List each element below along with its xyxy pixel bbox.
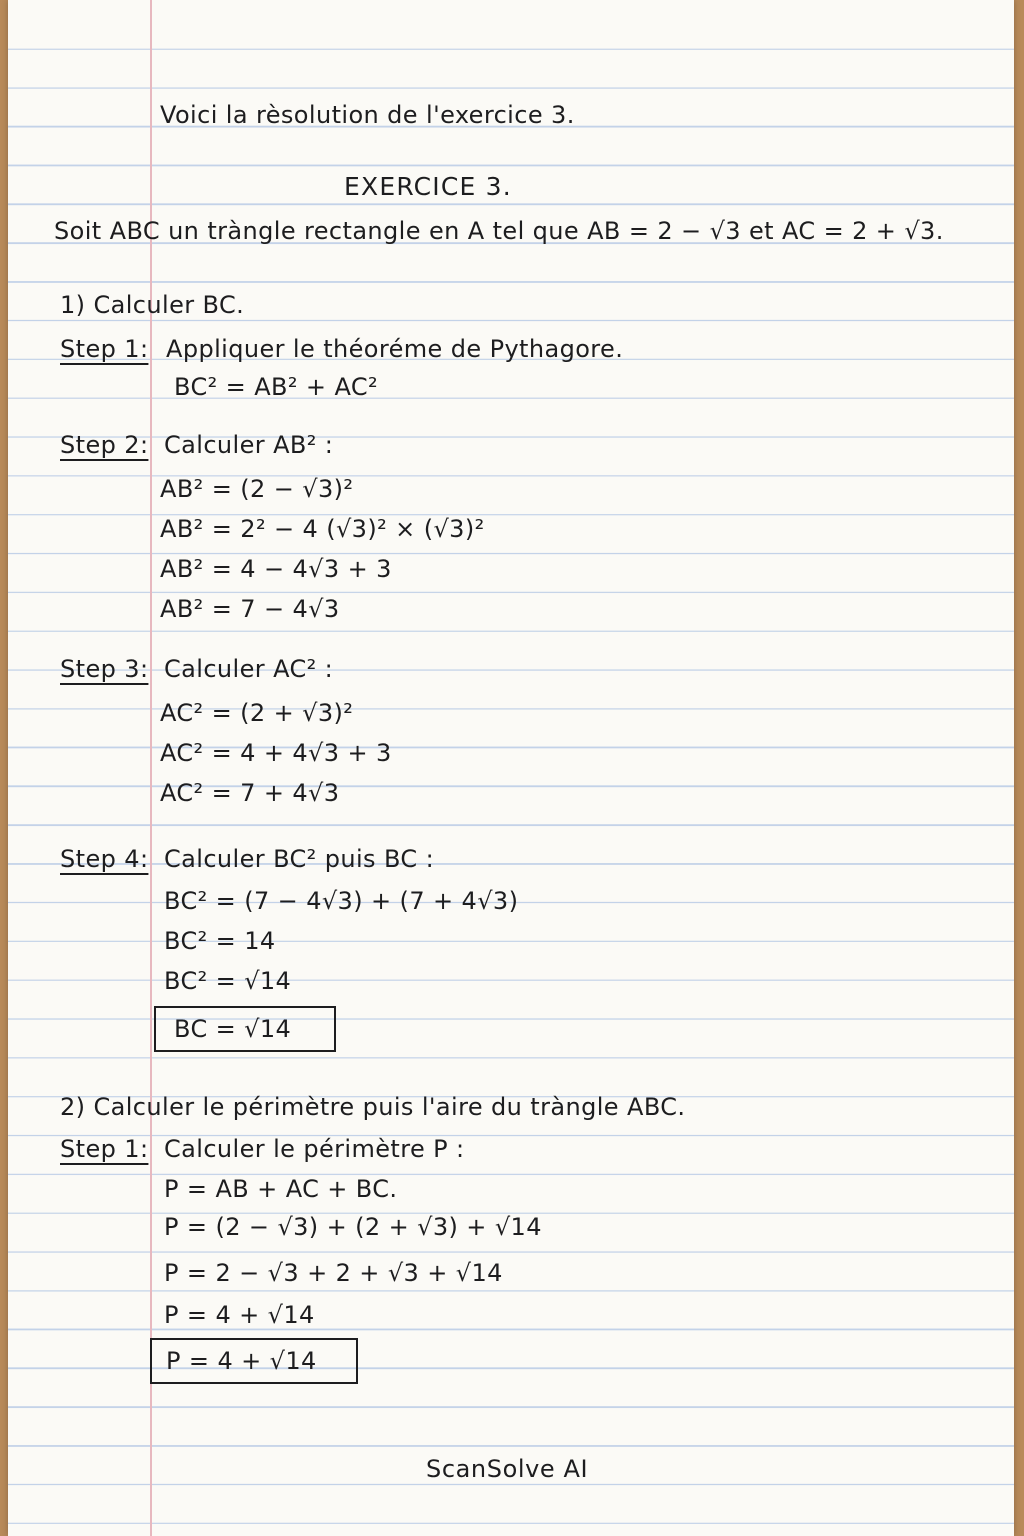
part1-step1-line: BC² = AB² + AC² (174, 373, 379, 401)
part1-step3-label: Step 3: (60, 655, 149, 683)
perimeter-result: P = 4 + √14 (166, 1347, 317, 1375)
part1-step3-line: AC² = (2 + √3)² (160, 699, 354, 727)
part1-step3-line: AC² = 4 + 4√3 + 3 (160, 739, 392, 767)
bc-result: BC = √14 (174, 1015, 292, 1043)
part1-step4-text: Calculer BC² puis BC : (164, 845, 435, 873)
part1-step4-label: Step 4: (60, 845, 149, 873)
problem-statement: Soit ABC un tràngle rectangle en A tel que AB = 2 − √3 et AC = 2 + √3. (54, 217, 944, 245)
part1-step2-line: AB² = 7 − 4√3 (160, 595, 340, 623)
part2-step1-label: Step 1: (60, 1135, 149, 1163)
perimeter-result-box (150, 1338, 358, 1384)
part1-step2-line: AB² = 2² − 4 (√3)² × (√3)² (160, 515, 485, 543)
part2-step1-line: P = 2 − √3 + 2 + √3 + √14 (164, 1259, 503, 1287)
part2-step1-line: P = AB + AC + BC. (164, 1175, 398, 1203)
footer-brand: ScanSolve AI (426, 1455, 589, 1483)
part2-step1-text: Calculer le périmètre P : (164, 1135, 465, 1163)
intro-line: Voici la rèsolution de l'exercice 3. (160, 101, 575, 129)
part2-step1-line: P = (2 − √3) + (2 + √3) + √14 (164, 1213, 542, 1241)
part1-step2-text: Calculer AB² : (164, 431, 334, 459)
part2-heading: 2) Calculer le périmètre puis l'aire du tràngle ABC. (60, 1093, 686, 1121)
exercise-title: EXERCICE 3. (344, 172, 512, 201)
part1-step1-label: Step 1: (60, 335, 149, 363)
part1-step2-label: Step 2: (60, 431, 149, 459)
part1-heading: 1) Calculer BC. (60, 291, 245, 319)
part1-step2-line: AB² = 4 − 4√3 + 3 (160, 555, 392, 583)
part1-step4-line: BC² = 14 (164, 927, 276, 955)
part1-step4-line: BC² = (7 − 4√3) + (7 + 4√3) (164, 887, 519, 915)
part1-step3-line: AC² = 7 + 4√3 (160, 779, 340, 807)
notebook-page (8, 0, 1014, 1536)
part2-step1-line: P = 4 + √14 (164, 1301, 315, 1329)
part1-step4-line: BC² = √14 (164, 967, 292, 995)
part1-step3-text: Calculer AC² : (164, 655, 334, 683)
part1-step2-line: AB² = (2 − √3)² (160, 475, 354, 503)
part1-step1-text: Appliquer le théoréme de Pythagore. (166, 335, 624, 363)
bc-result-box (154, 1006, 336, 1052)
